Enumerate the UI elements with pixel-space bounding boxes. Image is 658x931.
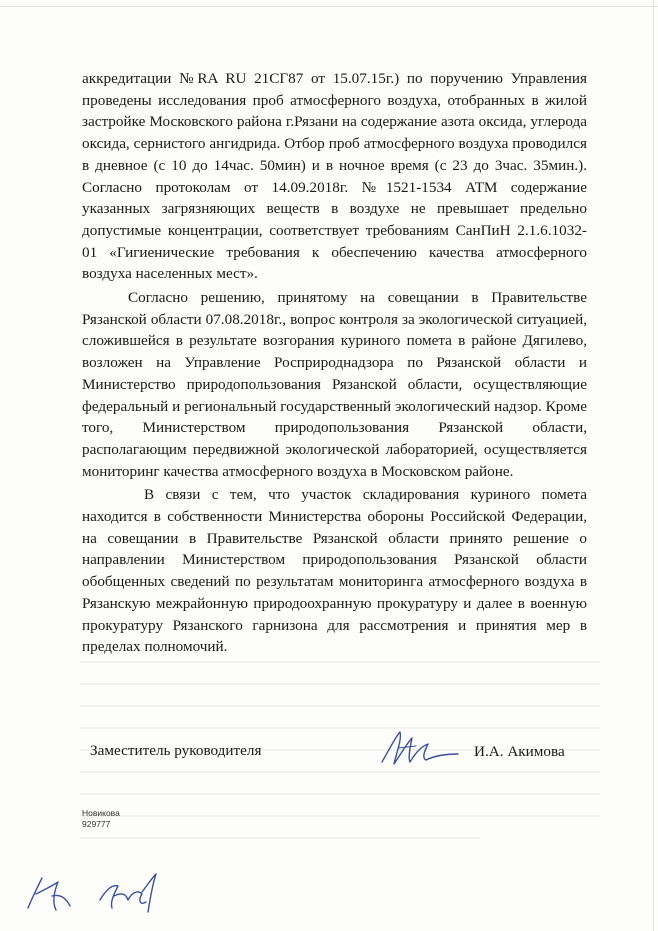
approval-signature-mark bbox=[92, 870, 162, 916]
signature-block bbox=[90, 738, 570, 778]
executor-name: Новикова bbox=[82, 808, 120, 818]
letter-body bbox=[82, 68, 587, 660]
paragraph-2: Согласно решению, принятому на совещании в Правительстве Рязанской области 07.08.2018г., вопрос контроля за экологической ситуацией, сложившейся в результате возгорания куриного помета в районе Дягилево, возложен на Управление Росприроднадзора по Рязанской области и Министерство природопользования Рязанской области, осуществляющие федеральный и региональный государственный экологический надзор. Кроме того, Министерством природопользования Рязанской области, располагающим передвижной экологической лабораторией, осуществляется мониторинг качества атмосферного воздуха в Московском районе. bbox=[82, 289, 587, 480]
handwritten-signature bbox=[372, 728, 462, 772]
signatory-position: Заместитель руководителя bbox=[90, 742, 262, 759]
scan-edge-right bbox=[653, 0, 654, 931]
paragraph-3: В связи с тем, что участок складирования куриного помета находится в собственности Министерства обороны Российской Федерации, на совещании в Правительстве Рязанской области принято решение о направлении Министерством природопользования Рязанской области обобщенных сведений по результатам мониторинга атмосферного воздуха в Рязанскую межрайонную природоохранную прокуратуру и далее в военную прокуратуру Рязанского гарнизона для рассмотрения и принятия мер в пределах полномочий. bbox=[82, 486, 587, 656]
signatory-name: И.А. Акимова bbox=[474, 743, 565, 760]
executor-phone: 929777 bbox=[82, 819, 111, 829]
paragraph-1: аккредитации №RA RU 21СГ87 от 15.07.15г.) по поручению Управления проведены исследования проб атмосферного воздуха, отобранных в жилой застройке Московского района г.Рязани на содержание азота оксида, углерода оксида, сернистого ангидрида. Отбор проб атмосферного воздуха проводился в дневное (с 10 до 14час. 50мин) и в ночное время (с 23 до 3час. 35мин.). Согласно протоколам от 14.09.2018г. №1521-1534 АТМ содержание указанных загрязняющих веществ в воздухе не превышает предельно допустимые концентрации, соответствует требованиям СанПиН 2.1.6.1032-01 «Гигиенические требования к обеспечению качества атмосферного воздуха населенных мест». bbox=[82, 70, 587, 283]
executor-info bbox=[82, 808, 120, 830]
approval-initials-mark bbox=[22, 872, 74, 916]
scan-edge-top bbox=[0, 6, 658, 7]
